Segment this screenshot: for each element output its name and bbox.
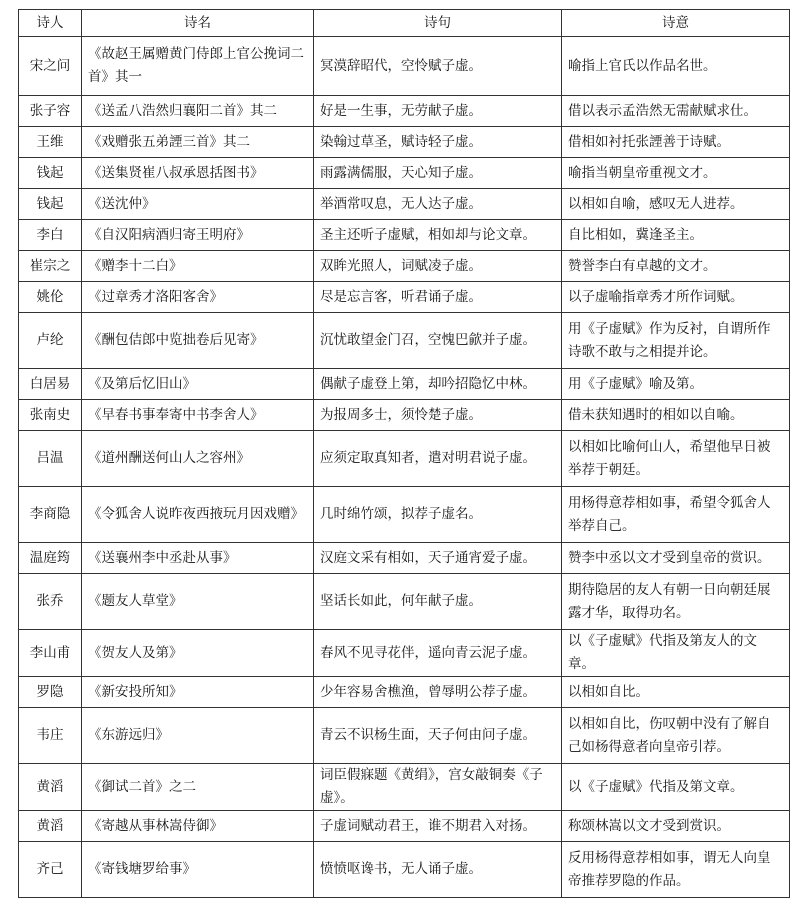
cell-verse: 好是一生事，无劳献子虚。 [314,96,562,127]
cell-title: 《自汉阳病酒归寄王明府》 [82,220,314,251]
cell-author: 钱起 [19,158,82,189]
cell-verse: 坚话长如此，何年献子虚。 [314,574,562,630]
cell-author: 姚伦 [19,282,82,313]
table-row [19,400,790,431]
table-row [19,543,790,574]
table-row [19,282,790,313]
cell-meaning: 以《子虚赋》代指及第文章。 [562,764,790,811]
cell-meaning: 喻指上官氏以作品名世。 [562,37,790,96]
table-row [19,369,790,400]
cell-author: 王维 [19,127,82,158]
cell-title: 《御试二首》之二 [82,764,314,811]
table-row [19,96,790,127]
cell-verse: 沉忧敢望金门召，空愧巴歈并子虚。 [314,313,562,369]
cell-meaning: 借未获知遇时的相如以自喻。 [562,400,790,431]
cell-title: 《故赵王属赠黄门侍郎上官公挽词二首》其一 [82,37,314,96]
cell-meaning: 称颂林嵩以文才受到赏识。 [562,811,790,842]
cell-title: 《题友人草堂》 [82,574,314,630]
cell-title: 《早春书事奉寄中书李舍人》 [82,400,314,431]
cell-title: 《过章秀才洛阳客舍》 [82,282,314,313]
table-row [19,313,790,369]
cell-author: 韦庄 [19,708,82,764]
cell-author: 吕温 [19,431,82,487]
cell-meaning: 自比相如，冀逢圣主。 [562,220,790,251]
cell-title: 《戏赠张五弟諲三首》其二 [82,127,314,158]
cell-title: 《及第后忆旧山》 [82,369,314,400]
cell-meaning: 赞李中丞以文才受到皇帝的赏识。 [562,543,790,574]
cell-author: 黄滔 [19,811,82,842]
cell-author: 钱起 [19,189,82,220]
cell-title: 《道州酬送何山人之容州》 [82,431,314,487]
header-verse: 诗句 [314,10,562,37]
cell-title: 《送襄州李中丞赴从事》 [82,543,314,574]
header-meaning: 诗意 [562,10,790,37]
cell-verse: 圣主还听子虚赋，相如却与论文章。 [314,220,562,251]
poem-table-container [18,9,790,898]
cell-title: 《送沈仲》 [82,189,314,220]
cell-title: 《东游远归》 [82,708,314,764]
header-row [19,10,790,37]
cell-meaning: 期待隐居的友人有朝一日向朝廷展露才华，取得功名。 [562,574,790,630]
table-row [19,677,790,708]
table-row [19,158,790,189]
table-row [19,431,790,487]
table-row [19,487,790,543]
cell-author: 齐己 [19,842,82,898]
cell-meaning: 赞誉李白有卓越的文才。 [562,251,790,282]
cell-verse: 尽是忘言客，听君诵子虚。 [314,282,562,313]
cell-meaning: 以相如比喻何山人，希望他早日被举荐于朝廷。 [562,431,790,487]
cell-author: 崔宗之 [19,251,82,282]
cell-meaning: 借相如衬托张諲善于诗赋。 [562,127,790,158]
cell-meaning: 用杨得意荐相如事，希望令狐舍人举荐自己。 [562,487,790,543]
cell-title: 《令狐舍人说昨夜西掖玩月因戏赠》 [82,487,314,543]
cell-verse: 为报周多士，须怜楚子虚。 [314,400,562,431]
cell-meaning: 以相如自比，伤叹朝中没有了解自己如杨得意者向皇帝引荐。 [562,708,790,764]
cell-title: 《送孟八浩然归襄阳二首》其二 [82,96,314,127]
cell-author: 李山甫 [19,630,82,677]
cell-author: 白居易 [19,369,82,400]
cell-title: 《送集贤崔八叔承恩括图书》 [82,158,314,189]
cell-title: 《寄越从事林嵩侍御》 [82,811,314,842]
table-body [19,37,790,898]
cell-title: 《寄钱塘罗给事》 [82,842,314,898]
cell-meaning: 以《子虚赋》代指及第友人的文章。 [562,630,790,677]
cell-title: 《酬包佶郎中览拙卷后见寄》 [82,313,314,369]
cell-author: 罗隐 [19,677,82,708]
header-author: 诗人 [19,10,82,37]
cell-author: 张乔 [19,574,82,630]
cell-meaning: 用《子虚赋》作为反衬，自谓所作诗歌不敢与之相提并论。 [562,313,790,369]
cell-meaning: 以相如自比。 [562,677,790,708]
cell-verse: 雨露满儒服，天心知子虚。 [314,158,562,189]
table-row [19,189,790,220]
table-row [19,37,790,96]
cell-verse: 举酒常叹息，无人达子虚。 [314,189,562,220]
table-row [19,127,790,158]
cell-author: 李白 [19,220,82,251]
table-row [19,842,790,898]
cell-verse: 少年容易舍樵渔，曾辱明公荐子虚。 [314,677,562,708]
cell-meaning: 借以表示孟浩然无需献赋求仕。 [562,96,790,127]
cell-verse: 春风不见寻花伴，遥向青云泥子虚。 [314,630,562,677]
cell-verse: 几时绵竹颂，拟荐子虚名。 [314,487,562,543]
cell-meaning: 喻指当朝皇帝重视文才。 [562,158,790,189]
cell-author: 张南史 [19,400,82,431]
cell-meaning: 以子虚喻指章秀才所作词赋。 [562,282,790,313]
cell-verse: 偶献子虚登上第，却吟招隐忆中林。 [314,369,562,400]
cell-meaning: 用《子虚赋》喻及第。 [562,369,790,400]
cell-meaning: 以相如自喻，感叹无人进荐。 [562,189,790,220]
cell-author: 卢纶 [19,313,82,369]
cell-meaning: 反用杨得意荐相如事，谓无人向皇帝推荐罗隐的作品。 [562,842,790,898]
cell-verse: 子虚词赋动君王，谁不期君入对扬。 [314,811,562,842]
table-row [19,251,790,282]
cell-verse: 青云不识杨生面，天子何由问子虚。 [314,708,562,764]
cell-author: 李商隐 [19,487,82,543]
cell-verse: 汉庭文采有相如，天子通宵爱子虚。 [314,543,562,574]
table-row [19,708,790,764]
cell-title: 《贺友人及第》 [82,630,314,677]
table-row [19,764,790,811]
table-row [19,574,790,630]
cell-author: 黄滔 [19,764,82,811]
cell-author: 宋之问 [19,37,82,96]
cell-title: 《赠李十二白》 [82,251,314,282]
cell-author: 温庭筠 [19,543,82,574]
table-row [19,630,790,677]
cell-verse: 愤愤呕谗书，无人诵子虚。 [314,842,562,898]
cell-verse: 染翰过草圣，赋诗轻子虚。 [314,127,562,158]
cell-verse: 冥漠辞昭代，空怜赋子虚。 [314,37,562,96]
cell-verse: 双眸光照人，词赋凌子虚。 [314,251,562,282]
cell-author: 张子容 [19,96,82,127]
cell-verse: 词臣假寐题《黄绢》，宫女敲铜奏《子虚》。 [314,764,562,811]
header-title: 诗名 [82,10,314,37]
cell-title: 《新安投所知》 [82,677,314,708]
table-row [19,811,790,842]
cell-verse: 应须定取真知者，遣对明君说子虚。 [314,431,562,487]
poem-table [18,9,790,898]
table-row [19,220,790,251]
